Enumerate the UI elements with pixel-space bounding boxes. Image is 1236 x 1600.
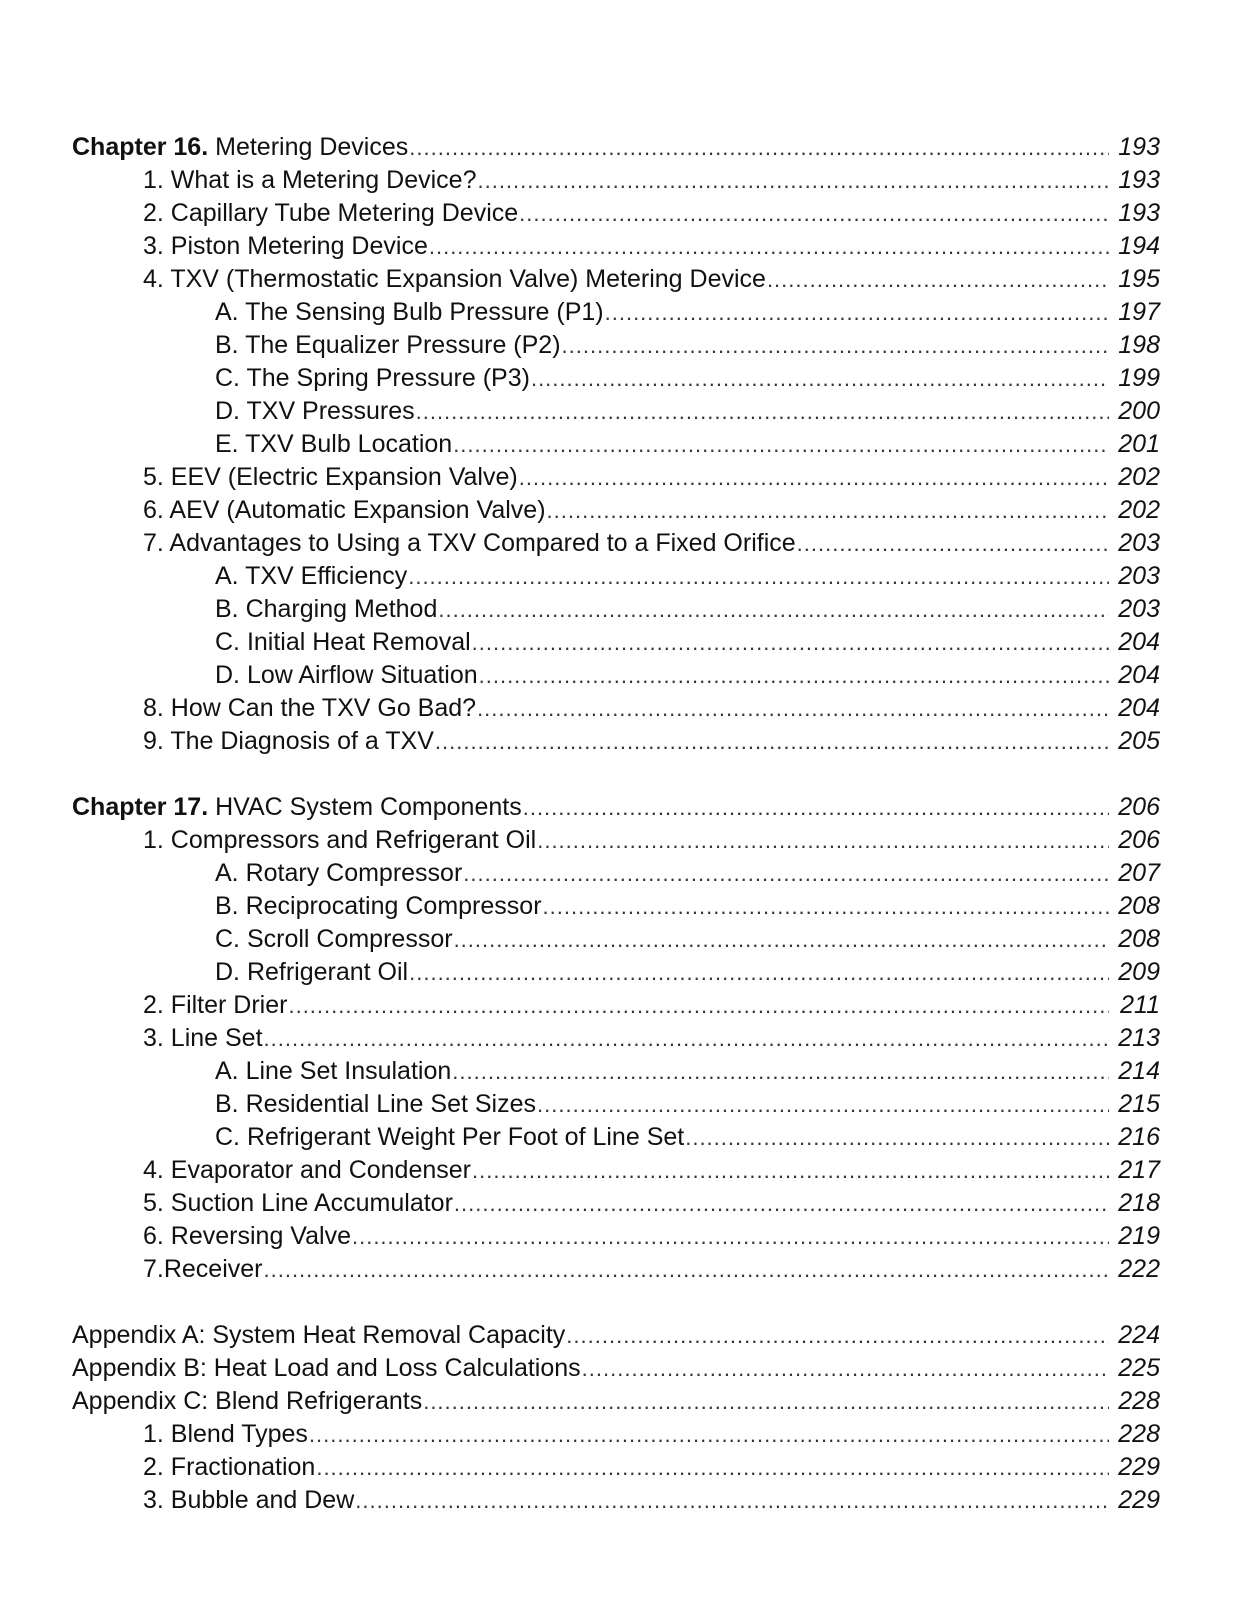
toc-entry-text: B. The Equalizer Pressure (P2) — [215, 331, 561, 359]
dot-leader — [355, 1484, 1109, 1517]
toc-entry[interactable] — [72, 329, 1160, 362]
toc-page-number: 204 — [1118, 694, 1160, 722]
toc-entry[interactable] — [72, 230, 1160, 263]
dot-leader — [477, 692, 1109, 725]
toc-entry-text: 7.Receiver — [143, 1255, 263, 1283]
toc-page-number: 211 — [1120, 991, 1160, 1019]
toc-entry-text: 1. Compressors and Refrigerant Oil — [143, 826, 537, 854]
toc-entry-title — [215, 329, 561, 362]
toc-entry-text: C. The Spring Pressure (P3) — [215, 364, 530, 392]
toc-entry-title — [72, 1385, 422, 1418]
toc-page-number: 202 — [1118, 463, 1160, 491]
toc-entry-title — [72, 791, 522, 824]
toc-entry[interactable] — [72, 1220, 1160, 1253]
toc-entry-title — [143, 230, 428, 263]
toc-entry-title — [215, 626, 471, 659]
dot-leader — [477, 164, 1109, 197]
toc-page-number: 228 — [1118, 1420, 1160, 1448]
toc-entry-title — [72, 131, 408, 164]
dot-leader — [537, 1088, 1109, 1121]
dot-leader — [409, 131, 1109, 164]
toc-page-number: 215 — [1118, 1090, 1160, 1118]
toc-heading-entry[interactable] — [72, 1385, 1160, 1418]
toc-entry-title — [143, 164, 476, 197]
toc-entry-text: 3. Bubble and Dew — [143, 1486, 355, 1514]
dot-leader — [562, 329, 1109, 362]
toc-entry-title — [215, 923, 453, 956]
toc-entry[interactable] — [72, 989, 1160, 1022]
toc-entry-text: B. Reciprocating Compressor — [215, 892, 542, 920]
toc-entry-text: D. Refrigerant Oil — [215, 958, 409, 986]
toc-entry[interactable] — [72, 725, 1160, 758]
dot-leader — [479, 659, 1109, 692]
toc-page-number: 201 — [1118, 430, 1160, 458]
toc-entry[interactable] — [72, 296, 1160, 329]
dot-leader — [797, 527, 1109, 560]
toc-entry-text: A. TXV Efficiency — [215, 562, 408, 590]
toc-entry[interactable] — [72, 461, 1160, 494]
toc-entry-title — [143, 1451, 315, 1484]
toc-entry[interactable] — [72, 626, 1160, 659]
toc-page-number: 198 — [1118, 331, 1160, 359]
toc-entry[interactable] — [72, 890, 1160, 923]
toc-page-number: 216 — [1118, 1123, 1160, 1151]
toc-entry-text: 3. Line Set — [143, 1024, 263, 1052]
toc-entry-title — [143, 527, 796, 560]
toc-entry-title — [215, 395, 415, 428]
toc-page-number: 229 — [1118, 1453, 1160, 1481]
toc-entry-title — [143, 494, 546, 527]
toc-entry[interactable] — [72, 1187, 1160, 1220]
toc-entry[interactable] — [72, 1253, 1160, 1286]
toc-entry-text: E. TXV Bulb Location — [215, 430, 453, 458]
toc-entry-text: D. Low Airflow Situation — [215, 661, 478, 689]
toc-entry-text: D. TXV Pressures — [215, 397, 415, 425]
dot-leader — [605, 296, 1109, 329]
toc-entry-title — [215, 1088, 536, 1121]
toc-entry-title — [143, 1187, 453, 1220]
toc-entry-title — [143, 1154, 471, 1187]
toc-entry[interactable] — [72, 197, 1160, 230]
toc-entry-text: 1. Blend Types — [143, 1420, 308, 1448]
toc-heading-entry[interactable] — [72, 1319, 1160, 1352]
toc-page-number: 213 — [1118, 1024, 1160, 1052]
toc-page-number: 207 — [1118, 859, 1160, 887]
dot-leader — [582, 1352, 1109, 1385]
toc-page-number: 205 — [1118, 727, 1160, 755]
dot-leader — [472, 1154, 1109, 1187]
toc-entry-title — [215, 956, 408, 989]
toc-entry-text: Metering Devices — [215, 133, 409, 161]
toc-page-number: 203 — [1118, 529, 1160, 557]
dot-leader — [547, 494, 1109, 527]
dot-leader — [531, 362, 1109, 395]
toc-entry-text: 9. The Diagnosis of a TXV — [143, 727, 434, 755]
toc-chapter-label: Chapter 17. — [72, 793, 209, 821]
toc-entry[interactable] — [72, 824, 1160, 857]
dot-leader — [438, 593, 1109, 626]
dot-leader — [472, 626, 1109, 659]
toc-entry[interactable] — [72, 1022, 1160, 1055]
toc-entry[interactable] — [72, 923, 1160, 956]
toc-entry-title — [215, 659, 478, 692]
toc-page-number: 193 — [1118, 199, 1160, 227]
toc-page-number: 208 — [1118, 892, 1160, 920]
toc-entry[interactable] — [72, 560, 1160, 593]
dot-leader — [463, 857, 1109, 890]
toc-entry-text: 4. Evaporator and Condenser — [143, 1156, 471, 1184]
toc-entry-text: A. Rotary Compressor — [215, 859, 463, 887]
toc-entry[interactable] — [72, 1484, 1160, 1517]
toc-heading-entry[interactable] — [72, 131, 1160, 164]
toc-page-number: 206 — [1118, 793, 1160, 821]
toc-entry-text: 3. Piston Metering Device — [143, 232, 428, 260]
toc-entry-text: 1. What is a Metering Device? — [143, 166, 477, 194]
toc-entry-text: 4. TXV (Thermostatic Expansion Valve) Metering Device — [143, 265, 766, 293]
dot-leader — [316, 1451, 1109, 1484]
toc-page-number: 229 — [1118, 1486, 1160, 1514]
toc-entry-title — [215, 890, 542, 923]
toc-page-number: 218 — [1118, 1189, 1160, 1217]
dot-leader — [453, 428, 1109, 461]
table-of-contents — [72, 131, 1160, 1517]
toc-entry-title — [143, 692, 476, 725]
toc-entry-title — [215, 857, 462, 890]
toc-page-number: 193 — [1118, 166, 1160, 194]
dot-leader — [423, 1385, 1109, 1418]
dot-leader — [416, 395, 1109, 428]
toc-section — [72, 791, 1160, 1286]
toc-heading-entry[interactable] — [72, 791, 1160, 824]
toc-entry[interactable] — [72, 1451, 1160, 1484]
toc-entry-title — [143, 989, 287, 1022]
toc-section — [72, 1319, 1160, 1517]
toc-entry[interactable] — [72, 362, 1160, 395]
toc-entry-text: 7. Advantages to Using a TXV Compared to a Fixed Orifice — [143, 529, 796, 557]
toc-page-number: 217 — [1118, 1156, 1160, 1184]
toc-entry[interactable] — [72, 857, 1160, 890]
toc-entry-text: Appendix B: Heat Load and Loss Calculations — [72, 1354, 581, 1382]
toc-page-number: 208 — [1118, 925, 1160, 953]
toc-page-number: 206 — [1118, 826, 1160, 854]
toc-page-number: 219 — [1118, 1222, 1160, 1250]
toc-entry-text: C. Refrigerant Weight Per Foot of Line Set — [215, 1123, 685, 1151]
toc-entry-title — [143, 1022, 263, 1055]
toc-entry[interactable] — [72, 1055, 1160, 1088]
toc-entry-text: C. Scroll Compressor — [215, 925, 453, 953]
toc-entry-title — [143, 725, 434, 758]
toc-page-number: 202 — [1118, 496, 1160, 524]
toc-entry[interactable] — [72, 263, 1160, 296]
toc-entry-title — [143, 461, 518, 494]
toc-entry-title — [215, 428, 452, 461]
toc-entry-text: 2. Capillary Tube Metering Device — [143, 199, 519, 227]
dot-leader — [543, 890, 1109, 923]
toc-page-number: 195 — [1118, 265, 1160, 293]
dot-leader — [409, 956, 1109, 989]
dot-leader — [288, 989, 1109, 1022]
toc-heading-entry[interactable] — [72, 1352, 1160, 1385]
toc-entry-title — [143, 1253, 263, 1286]
toc-page-number: 199 — [1118, 364, 1160, 392]
toc-entry-text: 5. Suction Line Accumulator — [143, 1189, 453, 1217]
toc-entry[interactable] — [72, 956, 1160, 989]
toc-entry-text: 2. Fractionation — [143, 1453, 316, 1481]
toc-page-number: 203 — [1118, 562, 1160, 590]
toc-entry[interactable] — [72, 1154, 1160, 1187]
toc-entry-text: C. Initial Heat Removal — [215, 628, 471, 656]
toc-entry-title — [215, 362, 530, 395]
dot-leader — [352, 1220, 1109, 1253]
toc-entry[interactable] — [72, 494, 1160, 527]
toc-entry-text: A. Line Set Insulation — [215, 1057, 452, 1085]
toc-entry[interactable] — [72, 593, 1160, 626]
toc-entry[interactable] — [72, 428, 1160, 461]
dot-leader — [685, 1121, 1109, 1154]
dot-leader — [429, 230, 1109, 263]
toc-entry-title — [72, 1319, 565, 1352]
toc-entry-text: 6. Reversing Valve — [143, 1222, 351, 1250]
toc-entry-title — [143, 1418, 308, 1451]
toc-entry-text: 8. How Can the TXV Go Bad? — [143, 694, 477, 722]
dot-leader — [309, 1418, 1109, 1451]
toc-section — [72, 131, 1160, 758]
toc-entry-title — [215, 593, 437, 626]
toc-chapter-label: Chapter 16. — [72, 133, 209, 161]
toc-page-number: 197 — [1118, 298, 1160, 326]
toc-page-number: 200 — [1118, 397, 1160, 425]
toc-page-number: 228 — [1118, 1387, 1160, 1415]
toc-page-number: 214 — [1118, 1057, 1160, 1085]
toc-entry-title — [215, 560, 407, 593]
toc-page-number: 204 — [1118, 661, 1160, 689]
toc-entry-title — [143, 197, 518, 230]
toc-entry-text: Appendix A: System Heat Removal Capacity — [72, 1321, 566, 1349]
dot-leader — [519, 197, 1109, 230]
toc-entry-text: 6. AEV (Automatic Expansion Valve) — [143, 496, 546, 524]
toc-entry-title — [143, 1484, 354, 1517]
dot-leader — [454, 923, 1109, 956]
toc-page-number: 193 — [1118, 133, 1160, 161]
toc-entry-text: HVAC System Components — [215, 793, 522, 821]
dot-leader — [452, 1055, 1109, 1088]
dot-leader — [408, 560, 1109, 593]
dot-leader — [264, 1022, 1109, 1055]
toc-entry-title — [215, 296, 604, 329]
toc-entry-title — [215, 1055, 451, 1088]
toc-entry[interactable] — [72, 164, 1160, 197]
toc-entry[interactable] — [72, 395, 1160, 428]
toc-entry-title — [143, 1220, 351, 1253]
toc-entry[interactable] — [72, 659, 1160, 692]
toc-entry-text: 2. Filter Drier — [143, 991, 288, 1019]
toc-entry-text: B. Charging Method — [215, 595, 438, 623]
toc-entry[interactable] — [72, 1088, 1160, 1121]
toc-page-number: 209 — [1118, 958, 1160, 986]
toc-entry-text: Appendix C: Blend Refrigerants — [72, 1387, 423, 1415]
toc-entry-text: A. The Sensing Bulb Pressure (P1) — [215, 298, 604, 326]
toc-page-number: 225 — [1118, 1354, 1160, 1382]
toc-entry[interactable] — [72, 1121, 1160, 1154]
dot-leader — [454, 1187, 1109, 1220]
dot-leader — [435, 725, 1109, 758]
toc-entry-text: 5. EEV (Electric Expansion Valve) — [143, 463, 518, 491]
toc-entry-title — [143, 263, 766, 296]
toc-entry-title — [143, 824, 536, 857]
toc-entry[interactable] — [72, 1418, 1160, 1451]
dot-leader — [264, 1253, 1110, 1286]
toc-page-number: 222 — [1118, 1255, 1160, 1283]
toc-entry[interactable] — [72, 527, 1160, 560]
dot-leader — [566, 1319, 1109, 1352]
toc-entry[interactable] — [72, 692, 1160, 725]
toc-page-number: 224 — [1118, 1321, 1160, 1349]
dot-leader — [767, 263, 1109, 296]
toc-entry-title — [72, 1352, 581, 1385]
dot-leader — [537, 824, 1109, 857]
toc-entry-title — [215, 1121, 684, 1154]
toc-page-number: 203 — [1118, 595, 1160, 623]
toc-page-number: 194 — [1118, 232, 1160, 260]
toc-entry-text: B. Residential Line Set Sizes — [215, 1090, 537, 1118]
dot-leader — [519, 461, 1109, 494]
dot-leader — [523, 791, 1109, 824]
toc-page-number: 204 — [1118, 628, 1160, 656]
